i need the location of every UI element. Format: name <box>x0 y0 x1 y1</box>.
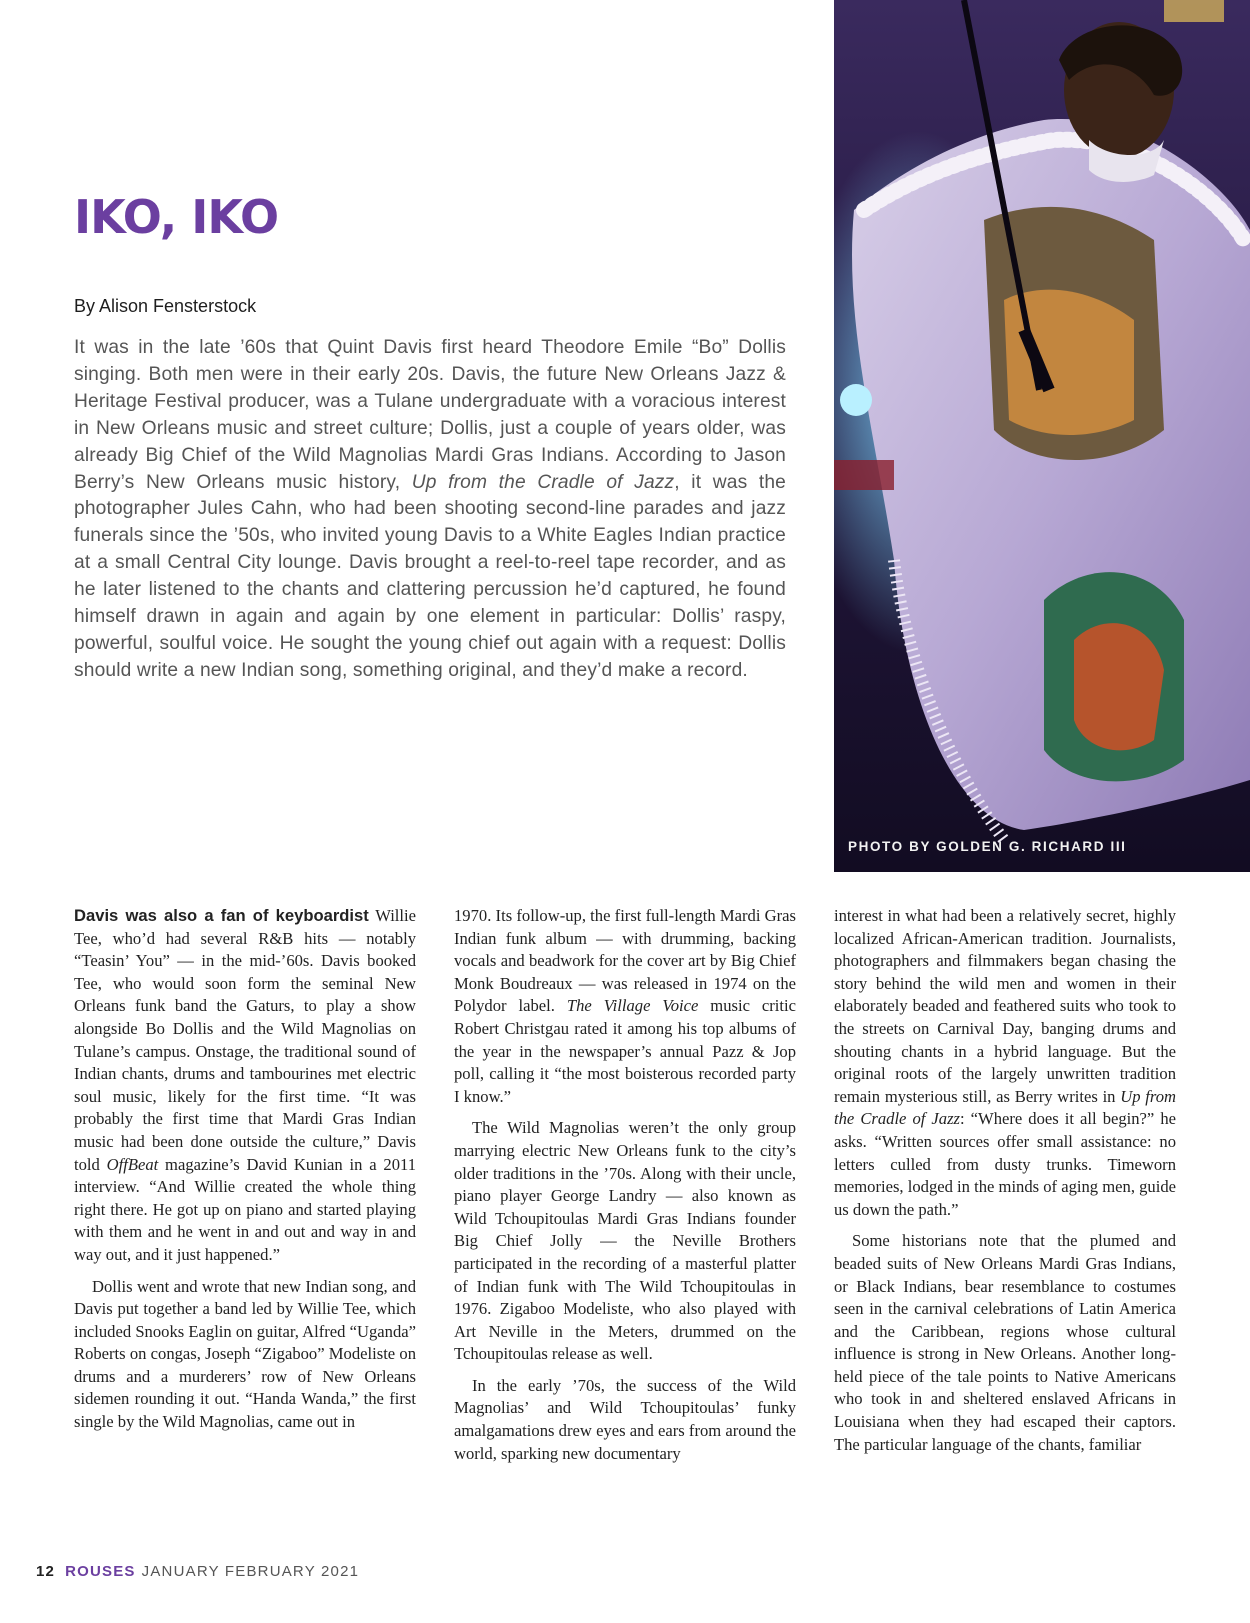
magazine-title: OffBeat <box>106 1154 159 1174</box>
photo-illustration <box>834 0 1250 872</box>
paragraph-text: magazine’s David Kunian in a 2011 interview. “And Willie created the whole thing right there. He got up on piano and started playing with them and he went in and out and way in and way out, and it just happened.” <box>74 1154 416 1264</box>
intro-paragraph <box>74 335 786 685</box>
paragraph-text: 1970. Its follow-up, the first full-length Mardi Gras Indian funk album — with drumming, backing vocals and beadwork for the cover art by Big Chief Monk Boudreaux — was released in 1974 on the Polydor label. <box>454 906 796 1016</box>
brand-name: ROUSES <box>65 1563 136 1580</box>
article-title: IKO, IKO <box>74 190 279 244</box>
publication-title: The Village Voice <box>566 996 699 1016</box>
paragraph: Dollis went and wrote that new Indian song, and Davis put together a band led by Willie Tee, which included Snooks Eaglin on guitar, Alfred “Uganda” Roberts on congas, Joseph “Zigaboo” Modeliste on drums and a murderers’ row of New Orleans sidemen rounding it out. “Handa Wanda,” the first single by the Wild Magnolias, came out in <box>74 1276 416 1432</box>
paragraph <box>454 905 796 1108</box>
intro-text-part1: It was in the late ’60s that Quint Davis first heard Theodore Emile “Bo” Dollis singing. Both men were in their early 20s. Davis, the future New Orleans Jazz & Heritage Festival producer, was a Tulane undergraduate with a voracious interest in New Orleans music and street culture; Dollis, just a couple of years older, was already Big Chief of the Wild Magnolias Mardi Gras Indians. According to Jason Berry’s New Orleans music history, <box>74 337 786 493</box>
paragraph: The Wild Magnolias weren’t the only group marrying electric New Orleans funk to the city’s older traditions in the ’70s. Along with their uncle, piano player George Landry — also known as Wild Tchoupitoulas Mardi Gras Indians founder Big Chief Jolly — the Neville Brothers participated in the recording of a masterful platter of Indian funk with The Wild Tchoupitoulas in 1976. Zigaboo Modeliste, who also played with Art Neville in the Meters, drummed on the Tchoupitoulas release as well. <box>454 1118 796 1364</box>
intro-text-part2: , it was the photographer Jules Cahn, who had been shooting second-line parades and jazz funerals since the ’50s, who invited young Davis to a White Eagles Indian practice at a small Central City lounge. Davis brought a reel-to-reel tape recorder, and as he later listened to the chants and clattering percussion he’d captured, he found himself drawn in again and again by one element in particular: Dollis’ raspy, powerful, soulful voice. He sought the young chief out again with a request: Dollis should write a new Indian song, something original, and they’d make a record. <box>74 471 786 681</box>
byline: By Alison Fensterstock <box>74 296 257 316</box>
paragraph <box>74 905 416 1267</box>
photo-credit: PHOTO BY GOLDEN G. RICHARD III <box>848 839 1127 854</box>
page-footer <box>36 1563 359 1580</box>
paragraph: Some historians note that the plumed and beaded suits of New Orleans Mardi Gras Indians, or Black Indians, bear resemblance to costumes seen in the carnival celebrations of Latin America and the Caribbean, regions whose cultural influence is strong in New Orleans. Another long-held piece of the tale points to Native Americans who took in and sheltered enslaved Africans in Louisiana when they had escaped their captors. The particular language of the chants, familiar <box>834 1231 1176 1454</box>
paragraph-text: music critic Robert Christgau rated it among his top albums of the year in the newspaper’s annual Pazz & Jop poll, calling it “the most boisterous recorded party I know.” <box>454 996 796 1106</box>
body-column-3 <box>834 905 1176 1465</box>
paragraph-text: Willie Tee, who’d had several R&B hits — notably “Teasin’ You” — in the mid-’60s. Davis booked Tee, who would soon form the seminal New Orleans funk band the Gaturs, to play a show alongside Bo Dollis and the Wild Magnolias on Tulane’s campus. Onstage, the traditional sound of Indian chants, drums and tambourines met electric soul music, likely for the first time. “It was probably the first time that Mardi Gras Indian music had been done outside the culture,” Davis told <box>74 906 417 1174</box>
performer-photo <box>834 0 1250 872</box>
page-number: 12 <box>36 1563 56 1580</box>
issue-date: JANUARY FEBRUARY 2021 <box>141 1563 360 1580</box>
paragraph-text: interest in what had been a relatively secret, highly localized African-American tradition. Journalists, photographers and filmmakers began chasing the story behind the wild men and women in their elaborately beaded and feathered suits who took to the streets on Carnival Day, banging drums and shouting chants in a hybrid language. But the original roots of the largely unwritten tradition remain mysterious still, as Berry writes in <box>834 906 1176 1106</box>
paragraph-text: : “Where does it all begin?” he asks. “Written sources offer small assistance: no letters culled from dusty trunks. Timeworn memories, lodged in the minds of aging men, guide us down the path.” <box>834 1109 1177 1219</box>
lead-in: Davis was also a fan of keyboardist <box>74 906 369 925</box>
paragraph: In the early ’70s, the success of the Wild Magnolias’ and Wild Tchoupitoulas’ funky amalgamations drew eyes and ears from around the world, sparking new documentary <box>454 1375 796 1463</box>
body-column-1 <box>74 905 416 1443</box>
paragraph <box>834 905 1176 1221</box>
book-title: Up from the Cradle of Jazz <box>411 471 675 493</box>
book-title: Up from the Cradle of Jazz <box>834 1086 1176 1129</box>
body-column-2 <box>454 905 796 1474</box>
